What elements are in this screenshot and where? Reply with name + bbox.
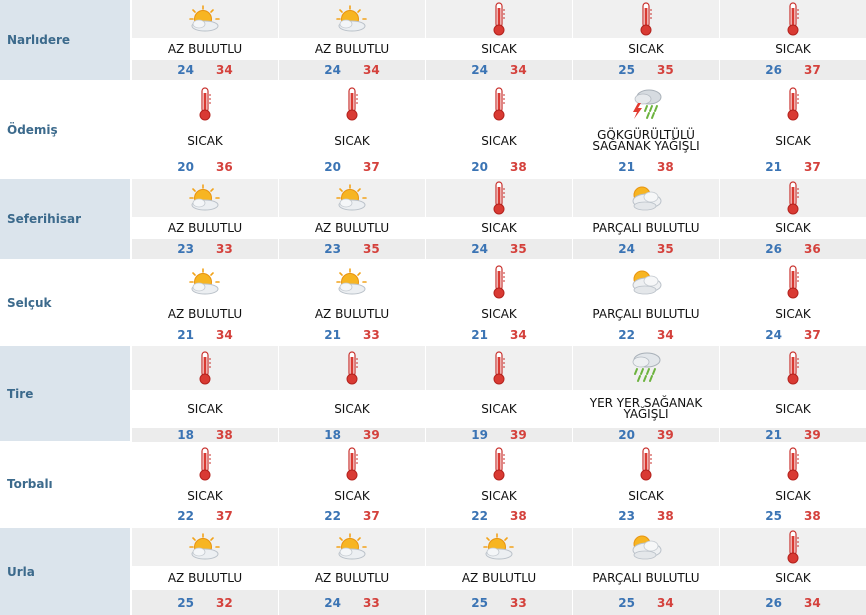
weather-description: SICAK [132, 390, 278, 428]
temperature-range [279, 325, 425, 344]
weather-description: SICAK [481, 133, 517, 148]
max-temperature: 35 [657, 63, 674, 77]
forecast-cell [278, 443, 425, 525]
max-temperature: 38 [804, 509, 821, 523]
min-temperature: 22 [471, 509, 488, 523]
thermometer-icon [132, 346, 278, 390]
max-temperature: 32 [216, 595, 233, 610]
max-temperature: 33 [216, 242, 233, 256]
min-temperature: 24 [471, 242, 488, 256]
weather-description: PARÇALI BULUTLU [573, 217, 719, 239]
weather-description: AZ BULUTLU [279, 38, 425, 60]
thermometer-icon [426, 179, 572, 217]
min-temperature: 18 [324, 428, 341, 442]
forecast-cell [131, 443, 278, 525]
max-temperature: 35 [657, 242, 674, 256]
min-temperature: 24 [324, 63, 341, 77]
max-temperature: 34 [363, 63, 380, 77]
thermometer-icon [279, 82, 425, 126]
thermometer-icon [279, 443, 425, 485]
thermometer-icon [426, 443, 572, 485]
temperature-range [132, 428, 278, 442]
forecast-cell [572, 346, 719, 441]
min-temperature: 20 [324, 159, 341, 174]
max-temperature: 38 [510, 509, 527, 523]
forecast-cell [278, 346, 425, 441]
min-temperature: 25 [618, 63, 635, 77]
temperature-range [279, 507, 425, 525]
weather-description: AZ BULUTLU [426, 566, 572, 590]
city-name: Urla [0, 528, 131, 615]
forecast-cell [425, 261, 572, 344]
thermometer-icon [720, 528, 866, 566]
weather-description: PARÇALI BULUTLU [592, 306, 700, 321]
max-temperature: 39 [804, 428, 821, 442]
partly-cloudy-icon [573, 528, 719, 566]
temperature-range [279, 60, 425, 80]
max-temperature: 36 [216, 159, 233, 174]
temperature-range [720, 325, 866, 344]
min-temperature: 21 [324, 327, 341, 342]
partly-sunny-icon [132, 261, 278, 303]
weather-description: SICAK [720, 217, 866, 239]
city-row [0, 82, 866, 177]
temperature-range [573, 156, 719, 177]
min-temperature: 24 [324, 595, 341, 610]
forecast-cell [278, 82, 425, 177]
weather-description: SICAK [775, 133, 811, 148]
city-name: Tire [0, 346, 131, 441]
weather-description: SICAK [628, 488, 664, 503]
max-temperature: 34 [657, 595, 674, 610]
temperature-range [720, 428, 866, 442]
thermometer-icon [720, 261, 866, 303]
thunderstorm-icon [573, 82, 719, 126]
temperature-range [132, 239, 278, 259]
thermometer-icon [573, 0, 719, 38]
temperature-range [720, 60, 866, 80]
max-temperature: 38 [657, 159, 674, 174]
temperature-range [426, 156, 572, 177]
weather-description: AZ BULUTLU [167, 306, 243, 321]
temperature-range [720, 507, 866, 525]
min-temperature: 25 [471, 595, 488, 610]
weather-description: SICAK [279, 390, 425, 428]
max-temperature: 34 [216, 63, 233, 77]
partly-sunny-icon [279, 261, 425, 303]
min-temperature: 23 [177, 242, 194, 256]
forecast-cell [572, 179, 719, 259]
temperature-range [426, 590, 572, 615]
max-temperature: 38 [657, 509, 674, 523]
forecast-cell [278, 0, 425, 80]
temperature-range [720, 590, 866, 615]
thermometer-icon [720, 443, 866, 485]
max-temperature: 37 [804, 63, 821, 77]
weather-description: GÖKGÜRÜLTÜLÜ SAĞANAK YAĞIŞLI [592, 128, 700, 153]
weather-description: YER YER SAĞANAK YAĞIŞLI [573, 390, 719, 428]
thermometer-icon [279, 346, 425, 390]
forecast-cell [278, 261, 425, 344]
forecast-cell [131, 82, 278, 177]
max-temperature: 39 [510, 428, 527, 442]
city-name: Ödemiş [0, 82, 131, 177]
min-temperature: 25 [618, 595, 635, 610]
forecast-cell [131, 179, 278, 259]
max-temperature: 34 [216, 327, 233, 342]
min-temperature: 22 [618, 327, 635, 342]
forecast-cell [425, 443, 572, 525]
min-temperature: 19 [471, 428, 488, 442]
forecast-cell [425, 346, 572, 441]
partly-cloudy-icon [573, 261, 719, 303]
forecast-cell [719, 261, 866, 344]
min-temperature: 18 [177, 428, 194, 442]
min-temperature: 24 [618, 242, 635, 256]
min-temperature: 21 [177, 327, 194, 342]
partly-sunny-icon [132, 0, 278, 38]
min-temperature: 20 [471, 159, 488, 174]
max-temperature: 34 [510, 327, 527, 342]
city-name: Torbalı [0, 443, 131, 525]
forecast-cell [719, 443, 866, 525]
city-row [0, 528, 866, 615]
city-row [0, 346, 866, 441]
weather-description: SICAK [187, 488, 223, 503]
max-temperature: 34 [510, 63, 527, 77]
forecast-cell [719, 346, 866, 441]
city-row [0, 179, 866, 259]
min-temperature: 26 [765, 242, 782, 256]
max-temperature: 37 [804, 159, 821, 174]
forecast-cell [572, 261, 719, 344]
thermometer-icon [426, 82, 572, 126]
temperature-range [720, 239, 866, 259]
city-name: Selçuk [0, 261, 131, 344]
partly-sunny-icon [279, 179, 425, 217]
temperature-range [279, 239, 425, 259]
weather-description: SICAK [426, 390, 572, 428]
weather-description: SICAK [334, 488, 370, 503]
temperature-range [573, 428, 719, 442]
partly-sunny-icon [279, 0, 425, 38]
min-temperature: 26 [765, 595, 782, 610]
min-temperature: 24 [471, 63, 488, 77]
forecast-cell [131, 528, 278, 615]
city-row [0, 443, 866, 525]
forecast-cell [425, 179, 572, 259]
partly-sunny-icon [132, 179, 278, 217]
weather-description: AZ BULUTLU [132, 566, 278, 590]
min-temperature: 21 [471, 327, 488, 342]
min-temperature: 22 [177, 509, 194, 523]
forecast-cell [131, 0, 278, 80]
temperature-range [426, 507, 572, 525]
min-temperature: 25 [177, 595, 194, 610]
min-temperature: 24 [765, 327, 782, 342]
partly-cloudy-icon [573, 179, 719, 217]
min-temperature: 21 [765, 159, 782, 174]
partly-sunny-icon [132, 528, 278, 566]
forecast-cell [572, 82, 719, 177]
weather-description: AZ BULUTLU [132, 217, 278, 239]
max-temperature: 36 [804, 242, 821, 256]
city-name: Seferihisar [0, 179, 131, 259]
max-temperature: 34 [804, 595, 821, 610]
min-temperature: 20 [177, 159, 194, 174]
partly-sunny-icon [279, 528, 425, 566]
temperature-range [132, 156, 278, 177]
weather-description: SICAK [426, 38, 572, 60]
min-temperature: 25 [765, 509, 782, 523]
thermometer-icon [426, 0, 572, 38]
weather-description: PARÇALI BULUTLU [573, 566, 719, 590]
temperature-range [573, 60, 719, 80]
min-temperature: 26 [765, 63, 782, 77]
weather-description: SICAK [720, 390, 866, 428]
max-temperature: 37 [363, 509, 380, 523]
forecast-cell [425, 0, 572, 80]
temperature-range [279, 428, 425, 442]
thermometer-icon [573, 443, 719, 485]
temperature-range [426, 428, 572, 442]
temperature-range [426, 325, 572, 344]
min-temperature: 21 [618, 159, 635, 174]
forecast-cell [572, 528, 719, 615]
thermometer-icon [720, 346, 866, 390]
forecast-cell [572, 443, 719, 525]
weather-description: SICAK [187, 133, 223, 148]
max-temperature: 33 [363, 595, 380, 610]
temperature-range [132, 507, 278, 525]
weather-description: SICAK [481, 488, 517, 503]
weather-description: SICAK [775, 306, 811, 321]
thermometer-icon [720, 82, 866, 126]
temperature-range [573, 325, 719, 344]
weather-description: SICAK [573, 38, 719, 60]
rain-shower-icon [573, 346, 719, 390]
temperature-range [573, 590, 719, 615]
temperature-range [132, 325, 278, 344]
temperature-range [426, 60, 572, 80]
city-row [0, 0, 866, 80]
forecast-cell [131, 261, 278, 344]
forecast-cell [719, 179, 866, 259]
min-temperature: 21 [765, 428, 782, 442]
min-temperature: 20 [618, 428, 635, 442]
forecast-cell [425, 528, 572, 615]
temperature-range [279, 590, 425, 615]
weather-description: AZ BULUTLU [279, 566, 425, 590]
weather-description: AZ BULUTLU [279, 217, 425, 239]
temperature-range [573, 239, 719, 259]
max-temperature: 37 [363, 159, 380, 174]
min-temperature: 23 [324, 242, 341, 256]
weather-description: SICAK [426, 217, 572, 239]
forecast-cell [719, 82, 866, 177]
min-temperature: 24 [177, 63, 194, 77]
max-temperature: 38 [510, 159, 527, 174]
max-temperature: 33 [510, 595, 527, 610]
forecast-cell [425, 82, 572, 177]
max-temperature: 34 [657, 327, 674, 342]
max-temperature: 37 [216, 509, 233, 523]
forecast-cell [131, 346, 278, 441]
partly-sunny-icon [426, 528, 572, 566]
weather-description: SICAK [720, 566, 866, 590]
min-temperature: 22 [324, 509, 341, 523]
weather-description: SICAK [775, 488, 811, 503]
max-temperature: 38 [216, 428, 233, 442]
forecast-cell [278, 179, 425, 259]
thermometer-icon [132, 82, 278, 126]
forecast-cell [719, 528, 866, 615]
temperature-range [720, 156, 866, 177]
weather-description: AZ BULUTLU [314, 306, 390, 321]
max-temperature: 37 [804, 327, 821, 342]
city-name: Narlıdere [0, 0, 131, 80]
temperature-range [279, 156, 425, 177]
temperature-range [132, 590, 278, 615]
thermometer-icon [720, 0, 866, 38]
forecast-cell [572, 0, 719, 80]
max-temperature: 33 [363, 327, 380, 342]
city-row [0, 261, 866, 344]
weather-description: SICAK [720, 38, 866, 60]
weather-description: SICAK [481, 306, 517, 321]
forecast-cell [719, 0, 866, 80]
weather-description: AZ BULUTLU [132, 38, 278, 60]
max-temperature: 39 [657, 428, 674, 442]
max-temperature: 35 [510, 242, 527, 256]
min-temperature: 23 [618, 509, 635, 523]
thermometer-icon [426, 261, 572, 303]
weather-description: SICAK [334, 133, 370, 148]
max-temperature: 35 [363, 242, 380, 256]
forecast-cell [278, 528, 425, 615]
temperature-range [573, 507, 719, 525]
thermometer-icon [426, 346, 572, 390]
thermometer-icon [720, 179, 866, 217]
thermometer-icon [132, 443, 278, 485]
temperature-range [426, 239, 572, 259]
temperature-range [132, 60, 278, 80]
max-temperature: 39 [363, 428, 380, 442]
